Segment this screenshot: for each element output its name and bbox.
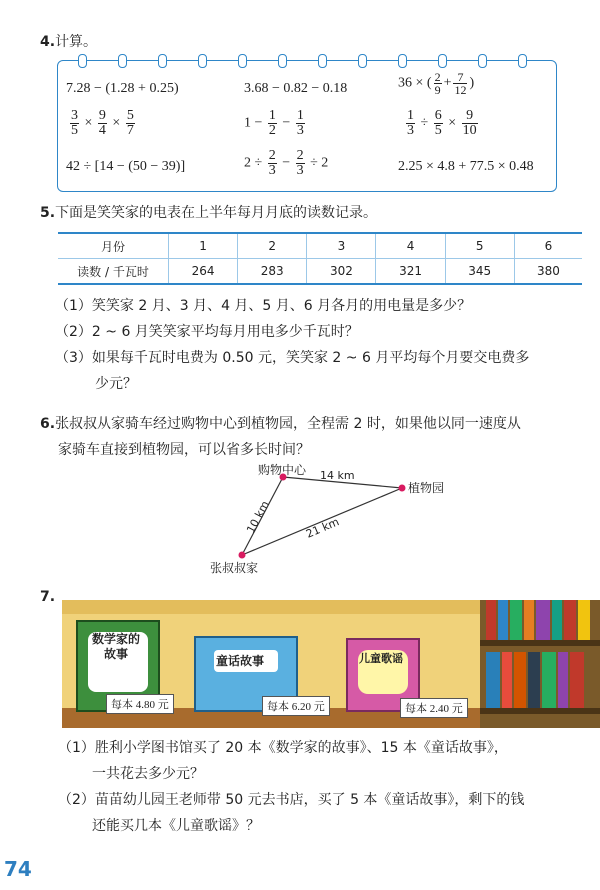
binder-ring: [518, 54, 527, 68]
garden-label: 植物园: [408, 481, 445, 495]
distance-mall-garden: 14 km: [320, 469, 355, 482]
binder-ring: [118, 54, 127, 68]
table-cell: 321: [376, 259, 445, 285]
table-row: [58, 233, 582, 259]
q4-number: 4.: [40, 34, 56, 50]
price-tag-fairy-tales: 每本 6.20 元: [262, 696, 330, 716]
binder-ring: [238, 54, 247, 68]
table-cell: 3: [307, 233, 376, 259]
q5-sub-3-cont: 少元？: [95, 376, 137, 392]
table-cell: 1: [169, 233, 238, 259]
q5-number: 5.: [40, 205, 56, 221]
calc-box: [57, 60, 557, 192]
binder-ring: [478, 54, 487, 68]
table-header-cell: 月份: [58, 233, 169, 259]
expr-5: 1 − $\frac{1}{2}$ − $\frac{1}{3}$: [244, 108, 304, 138]
expr-3: 36 × ( $\frac{2}{9}$ + $\frac{7}{12}$ ): [398, 70, 475, 97]
table-cell: 345: [445, 259, 514, 285]
q6-line-2: 家骑车直接到植物园，可以省多长时间？: [58, 442, 310, 458]
q7-sub-1-cont: 一共花去多少元？: [92, 766, 204, 782]
expr-8: 2 ÷ $\frac{2}{3}$ − $\frac{2}{3}$ ÷ 2: [244, 148, 329, 178]
binder-ring: [158, 54, 167, 68]
expr-7: 42 ÷ [14 − (50 − 39)]: [66, 159, 186, 174]
meter-reading-table: [58, 232, 582, 285]
table-cell: 4: [376, 233, 445, 259]
binder-ring: [358, 54, 367, 68]
distance-home-mall: 10 km: [244, 498, 272, 536]
table-cell: 5: [445, 233, 514, 259]
q5-sub-3: （3）如果每千瓦时电费为 0.50 元，笑笑家 2 ~ 6 月平均每个月要交电费多: [55, 350, 530, 366]
q6-line-1: 6.张叔叔从家骑车经过购物中心到植物园，全程需 2 时，如果他以同一速度从: [40, 416, 521, 432]
distance-home-garden: 21 km: [304, 515, 342, 541]
q6-number: 6.: [40, 416, 56, 432]
table-cell: 283: [238, 259, 307, 285]
expr-2: 3.68 − 0.82 − 0.18: [244, 81, 348, 96]
table-cell: 302: [307, 259, 376, 285]
expr-4: $\frac{3}{5}$ × $\frac{9}{4}$ × $\frac{5}{7}$: [71, 108, 134, 138]
mall-label: 购物中心: [258, 463, 307, 477]
garden-point: [399, 485, 406, 492]
price-tag-children-songs: 每本 2.40 元: [400, 698, 468, 718]
expr-6: $\frac{1}{3}$ ÷ $\frac{6}{5}$ × $\frac{9}{10}$: [407, 108, 477, 138]
price-tag-math-stories: 每本 4.80 元: [106, 694, 174, 714]
table-cell: 380: [514, 259, 582, 285]
table-cell: 2: [238, 233, 307, 259]
binder-ring: [318, 54, 327, 68]
q7-number: 7.: [40, 589, 56, 605]
binder-ring: [398, 54, 407, 68]
expr-1: 7.28 − (1.28 + 0.25): [66, 81, 179, 96]
book-math-stories-title: 数学家的故事: [91, 632, 140, 661]
table-cell: 264: [169, 259, 238, 285]
home-label: 张叔叔家: [210, 561, 259, 575]
table-header-cell: 读数 / 千瓦时: [77, 264, 149, 279]
table-row: [58, 259, 582, 285]
binder-ring: [438, 54, 447, 68]
q5-sub-1: （1）笑笑家 2 月、3 月、4 月、5 月、6 月各月的用电量是多少？: [55, 298, 472, 314]
table-cell: 6: [514, 233, 582, 259]
q7-sub-2-cont: 还能买几本《儿童歌谣》？: [92, 818, 260, 834]
bookshelf-illustration: [62, 600, 600, 728]
q4-heading: [40, 32, 97, 52]
route-map: [180, 462, 480, 582]
expr-9: 2.25 × 4.8 + 77.5 × 0.48: [398, 159, 534, 174]
q4-title: 计算。: [55, 34, 98, 50]
q5-sub-2: （2）2 ~ 6 月笑笑家平均每月用电多少千瓦时？: [55, 324, 359, 340]
q5-title: 下面是笑笑家的电表在上半年每月月底的读数记录。: [55, 205, 378, 221]
book-fairy-tales-title: 童话故事: [216, 654, 265, 668]
binder-ring: [198, 54, 207, 68]
book-children-songs-title: 儿童歌谣: [359, 652, 403, 665]
page-number: 74: [4, 857, 32, 881]
home-point: [239, 552, 246, 559]
q7-sub-2: （2）苗苗幼儿园王老师带 50 元去书店，买了 5 本《童话故事》，剩下的钱: [58, 792, 525, 808]
q5-heading: [40, 203, 377, 223]
binder-ring: [278, 54, 287, 68]
binder-ring: [78, 54, 87, 68]
q7-sub-1: （1）胜利小学图书馆买了 20 本《数学家的故事》、15 本《童话故事》，: [58, 740, 508, 756]
